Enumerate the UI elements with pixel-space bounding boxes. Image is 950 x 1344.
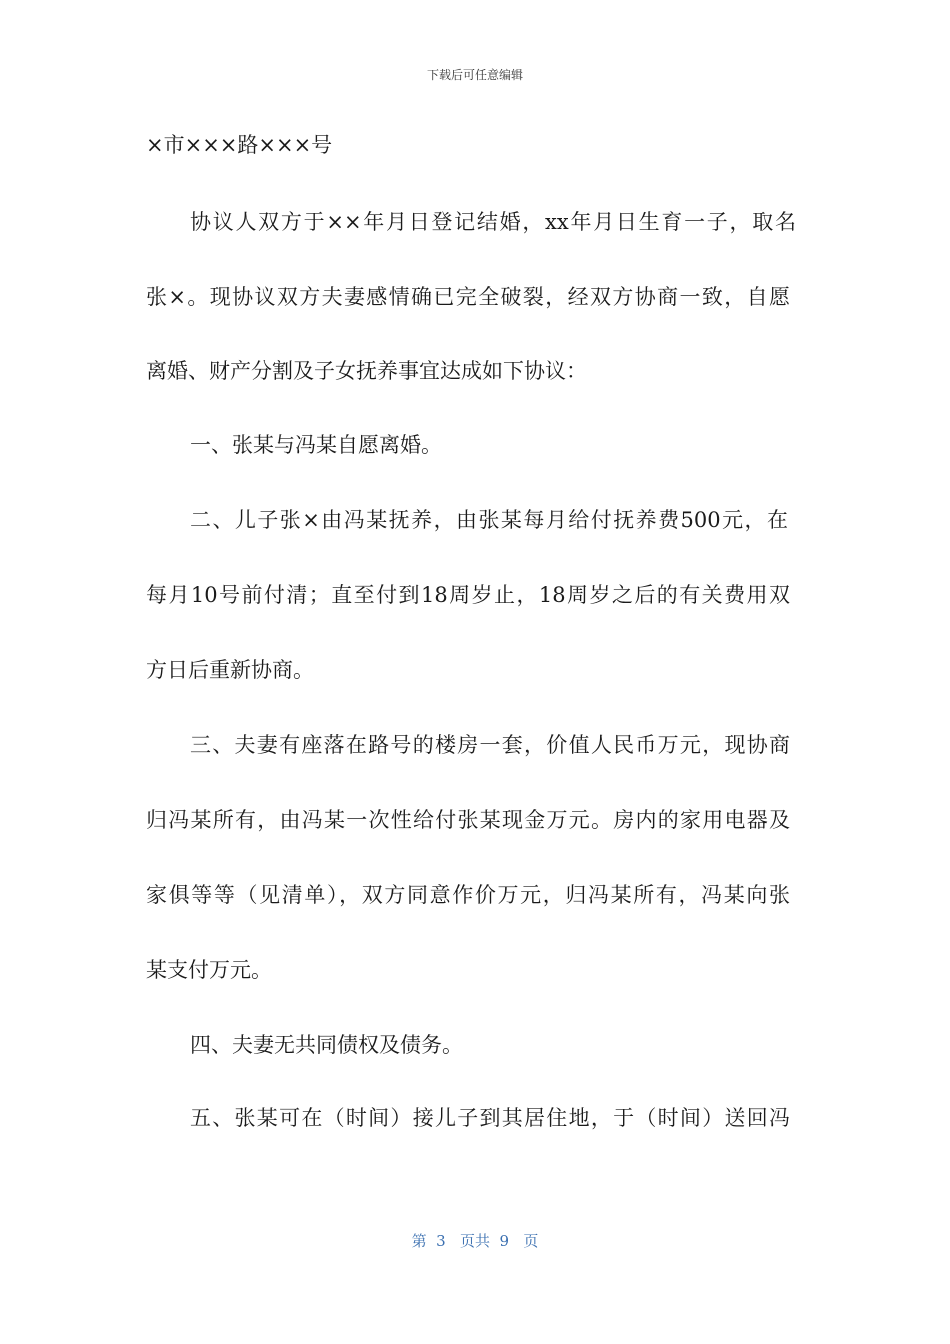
page-number-footer: 第 3 页共 9 页 (411, 1232, 539, 1250)
address-line: ×市×××路×××号 (146, 133, 333, 157)
clause-three-line-4: 某支付万元。 (146, 958, 272, 982)
clause-three-line-1: 三、夫妻有座落在路号的楼房一套，价值人民币万元，现协商 (190, 733, 790, 757)
clause-two-line-3: 方日后重新协商。 (146, 658, 314, 682)
paragraph-intro-line-2: 张×。现协议双方夫妻感情确已完全破裂，经双方协商一致，自愿 (146, 285, 790, 309)
paragraph-intro-line-3: 离婚、财产分割及子女抚养事宜达成如下协议： (146, 359, 587, 383)
paragraph-intro-line-1: 协议人双方于××年月日登记结婚，xx年月日生育一子，取名 (190, 210, 796, 234)
clause-four: 四、夫妻无共同债权及债务。 (190, 1033, 463, 1057)
clause-three-line-2: 归冯某所有，由冯某一次性给付张某现金万元。房内的家用电器及 (146, 808, 790, 832)
clause-one: 一、张某与冯某自愿离婚。 (190, 433, 442, 457)
clause-two-line-1: 二、儿子张×由冯某抚养，由张某每月给付抚养费500元，在 (190, 508, 788, 532)
clause-three-line-3: 家俱等等（见清单），双方同意作价万元，归冯某所有，冯某向张 (146, 883, 790, 907)
header-note: 下载后可任意编辑 (426, 68, 523, 82)
clause-five-line-1: 五、张某可在（时间）接儿子到其居住地，于（时间）送回冯 (190, 1106, 790, 1130)
clause-two-line-2: 每月10号前付清；直至付到18周岁止，18周岁之后的有关费用双 (146, 583, 790, 607)
